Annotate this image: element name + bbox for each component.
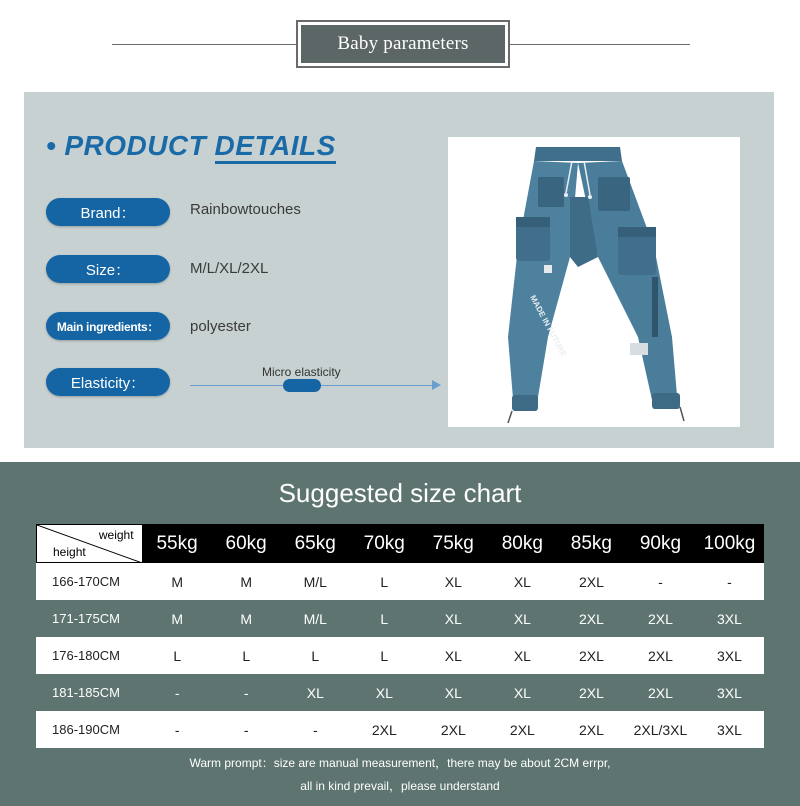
size-cell: M/L — [303, 610, 327, 627]
size-cell: XL — [444, 684, 462, 701]
size-chart-row — [36, 711, 764, 748]
product-details-title — [46, 130, 336, 164]
size-cell: 2XL — [578, 610, 604, 627]
size-cell: - — [243, 721, 249, 738]
size-cell: XL — [513, 684, 531, 701]
brand-value: Rainbowtouches — [190, 201, 301, 218]
weight-header: 65kg — [294, 532, 336, 554]
size-cell: XL — [306, 684, 324, 701]
weight-header: 75kg — [432, 532, 474, 554]
size-cell: M — [240, 610, 253, 627]
header-title: Baby parameters — [301, 25, 505, 63]
elasticity-arrow-icon — [432, 380, 441, 390]
size-cell: L — [242, 647, 251, 664]
size-cell: M/L — [303, 573, 327, 590]
elasticity-indicator — [283, 379, 321, 392]
size-cell: L — [311, 647, 320, 664]
size-cell: 2XL — [578, 573, 604, 590]
size-cell: - — [658, 573, 663, 590]
size-cell: 2XL — [509, 721, 535, 738]
size-chart-title: Suggested size chart — [278, 478, 522, 508]
height-range-cell: 166-170CM — [52, 574, 120, 589]
elasticity-value: Micro elasticity — [262, 365, 341, 379]
pants-print-text: MADE IN FUTURE — [528, 293, 569, 359]
weight-header: 70kg — [363, 532, 405, 554]
product-photo — [448, 137, 740, 427]
weight-header: 85kg — [570, 532, 612, 554]
size-cell: 2XL — [647, 610, 673, 627]
size-cell: XL — [444, 647, 462, 664]
size-cell: XL — [444, 573, 462, 590]
size-chart-corner-cell — [36, 524, 143, 563]
header-title-box — [296, 20, 510, 68]
size-cell: 2XL — [578, 721, 604, 738]
header-divider-right — [510, 44, 690, 45]
size-cell: - — [174, 721, 180, 738]
size-cell: M — [240, 573, 253, 590]
height-range-cell: 181-185CM — [52, 685, 120, 700]
size-cell: - — [727, 573, 732, 590]
size-cell: 3XL — [717, 647, 742, 664]
brand-pill: Brand： — [46, 198, 170, 226]
size-chart-header-row — [36, 524, 764, 563]
size-chart-table — [36, 524, 764, 748]
main-ingredients-value: polyester — [190, 318, 251, 335]
size-cell: 2XL — [578, 647, 604, 664]
size-cell: M — [171, 610, 184, 627]
size-cell: 2XL — [647, 647, 673, 664]
weight-header: 60kg — [225, 532, 267, 554]
size-cell: XL — [513, 573, 531, 590]
title-word-product: PRODUCT — [64, 130, 207, 161]
size-cell: M — [171, 573, 184, 590]
corner-height-label: height — [53, 545, 86, 559]
height-range-cell: 171-175CM — [52, 611, 120, 626]
size-cell: 2XL — [371, 721, 397, 738]
size-cell: L — [380, 573, 389, 590]
height-range-cell: 176-180CM — [52, 648, 120, 663]
size-cell: - — [312, 721, 318, 738]
size-cell: - — [243, 684, 249, 701]
size-cell: - — [174, 684, 180, 701]
size-value: M/L/XL/2XL — [190, 260, 269, 277]
warm-prompt-line-1: Warm prompt：size are manual measurement，there may be about 2CM errpr, — [189, 756, 611, 770]
size-cell: 2XL — [647, 684, 673, 701]
size-chart-row — [36, 563, 764, 600]
elasticity-pill: Elasticity： — [46, 368, 170, 396]
cargo-pants-image — [448, 137, 740, 427]
header-divider-left — [112, 44, 296, 45]
weight-header: 100kg — [703, 532, 756, 554]
size-cell: L — [380, 610, 389, 627]
size-chart-row — [36, 674, 764, 711]
corner-weight-label: weight — [98, 528, 134, 542]
size-cell: XL — [375, 684, 393, 701]
main-ingredients-pill: Main ingredients： — [46, 312, 170, 340]
size-chart-row — [36, 637, 764, 674]
warm-prompt-line-2: all in kind prevail，please understand — [300, 779, 500, 793]
weight-header: 80kg — [501, 532, 543, 554]
size-cell: L — [380, 647, 389, 664]
size-cell: 2XL/3XL — [633, 721, 688, 738]
weight-header: 55kg — [156, 532, 198, 554]
title-word-details: DETAILS — [215, 131, 336, 164]
size-pill: Size： — [46, 255, 170, 283]
title-bullet: • — [46, 130, 57, 161]
size-cell: 3XL — [717, 610, 742, 627]
height-range-cell: 186-190CM — [52, 722, 120, 737]
weight-header: 90kg — [639, 532, 682, 554]
size-cell: L — [173, 647, 182, 664]
size-cell: 2XL — [440, 721, 466, 738]
size-cell: 2XL — [578, 684, 604, 701]
size-cell: 3XL — [717, 684, 742, 701]
size-cell: 3XL — [717, 721, 742, 738]
size-chart-row — [36, 600, 764, 637]
size-cell: XL — [513, 610, 531, 627]
size-cell: XL — [444, 610, 462, 627]
size-cell: XL — [513, 647, 531, 664]
